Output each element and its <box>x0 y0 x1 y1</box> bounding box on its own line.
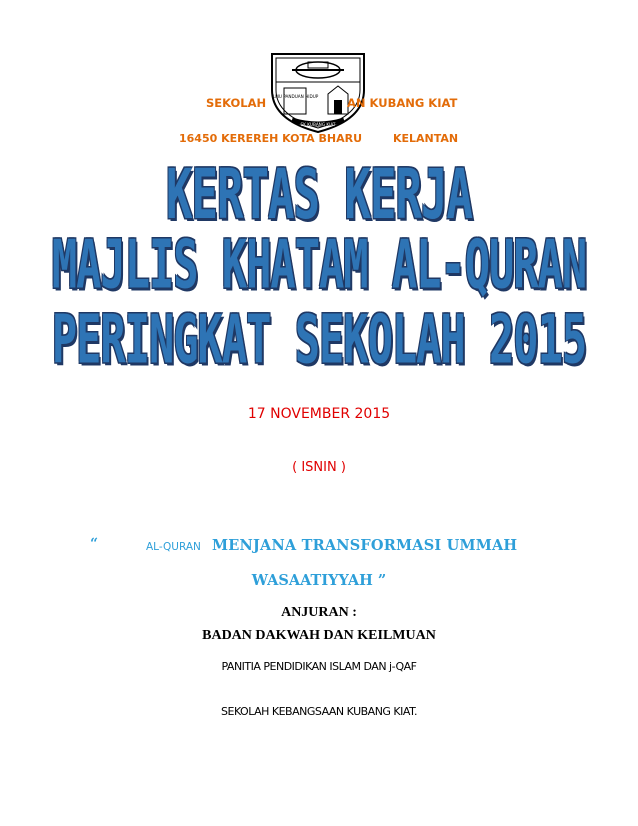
organizer-committee: PANITIA PENDIDIKAN ISLAM DAN j-QAF <box>221 660 417 673</box>
theme-open-quote: “ <box>90 536 99 552</box>
organizer-label: ANJURAN : <box>281 605 357 620</box>
school-name-left: SEKOLAH <box>206 96 267 110</box>
title-line-2: MAJLIS KHATAM AL-QURAN <box>51 225 587 304</box>
school-crest-icon <box>262 50 374 134</box>
school-name <box>0 96 638 118</box>
school-address-left: 16450 KEREREH KOTA BHARU <box>179 132 363 145</box>
title-line-1: KERTAS KERJA <box>166 156 472 236</box>
theme-line-2: WASAATIYYAH ” <box>251 572 387 589</box>
school-name-right: AN KUBANG KIAT <box>347 96 458 110</box>
school-address <box>0 132 638 152</box>
event-day: ( ISNIN ) <box>292 460 346 475</box>
organizer-body: BADAN DAKWAH DAN KEILMUAN <box>202 628 436 643</box>
theme-al-quran: AL-QURAN <box>146 541 201 553</box>
title-line-3: PERINGKAT SEKOLAH 2015 <box>51 300 587 379</box>
logo-motto: ILMU PANDUAN HIDUP <box>271 94 319 99</box>
organizer-school: SEKOLAH KEBANGSAAN KUBANG KIAT. <box>221 705 417 718</box>
school-address-right: KELANTAN <box>393 132 459 145</box>
logo-banner: SK KUBANG KIAT <box>300 122 336 127</box>
event-date: 17 NOVEMBER 2015 <box>247 406 391 422</box>
theme-main: MENJANA TRANSFORMASI UMMAH <box>212 537 518 554</box>
